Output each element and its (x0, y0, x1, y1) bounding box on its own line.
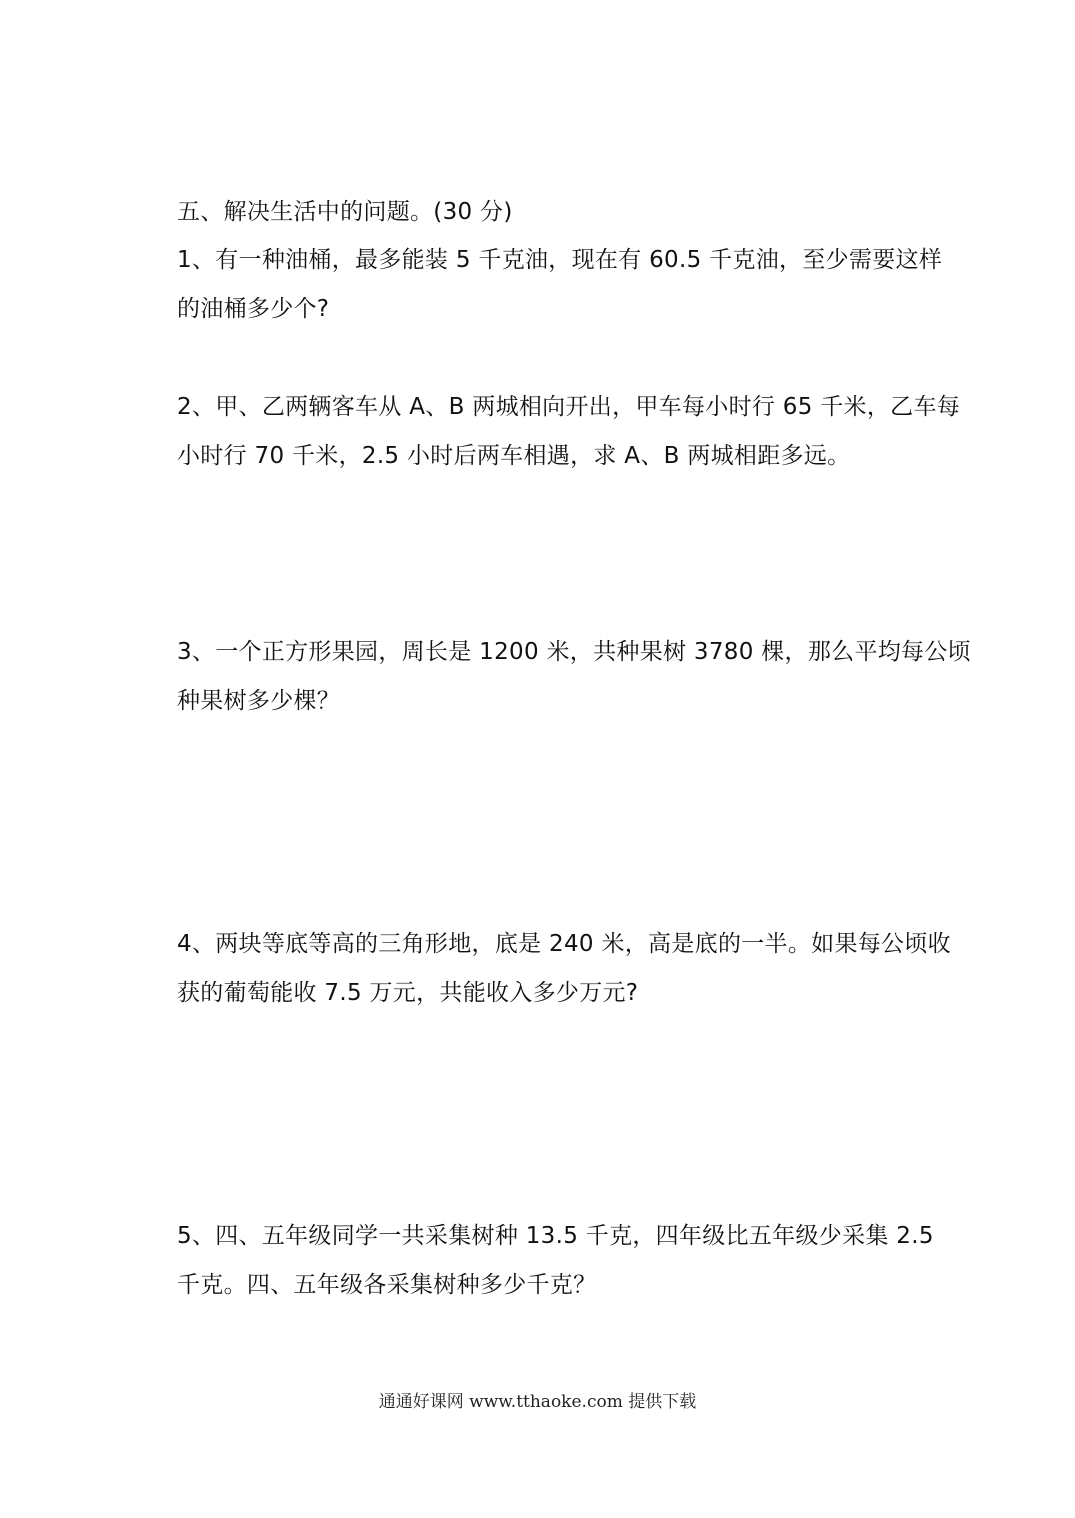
question-4-line-2: 获的葡萄能收 7.5 万元，共能收入多少万元? (177, 980, 639, 1006)
question-3-line-1: 3、一个正方形果园，周长是 1200 米，共种果树 3780 棵，那么平均每公顷 (177, 639, 971, 665)
section-heading: 五、解决生活中的问题。(30 分) (177, 199, 513, 225)
question-5-line-2: 千克。四、五年级各采集树种多少千克？ (177, 1272, 597, 1298)
footer-source-text: 通通好课网 www.tthaoke.com 提供下载 (378, 1392, 697, 1412)
question-2-line-1: 2、甲、乙两辆客车从 A、B 两城相向开出，甲车每小时行 65 千米，乙车每 (177, 394, 961, 420)
question-4-line-1: 4、两块等底等高的三角形地，底是 240 米，高是底的一半。如果每公顷收 (177, 931, 951, 957)
question-5-line-1: 5、四、五年级同学一共采集树种 13.5 千克，四年级比五年级少采集 2.5 (177, 1223, 934, 1249)
question-1-line-2: 的油桶多少个? (177, 296, 330, 322)
question-2-line-2: 小时行 70 千米，2.5 小时后两车相遇，求 A、B 两城相距多远。 (177, 443, 851, 469)
question-1-line-1: 1、有一种油桶，最多能装 5 千克油，现在有 60.5 千克油，至少需要这样 (177, 247, 943, 273)
question-3-line-2: 种果树多少棵？ (177, 688, 341, 714)
